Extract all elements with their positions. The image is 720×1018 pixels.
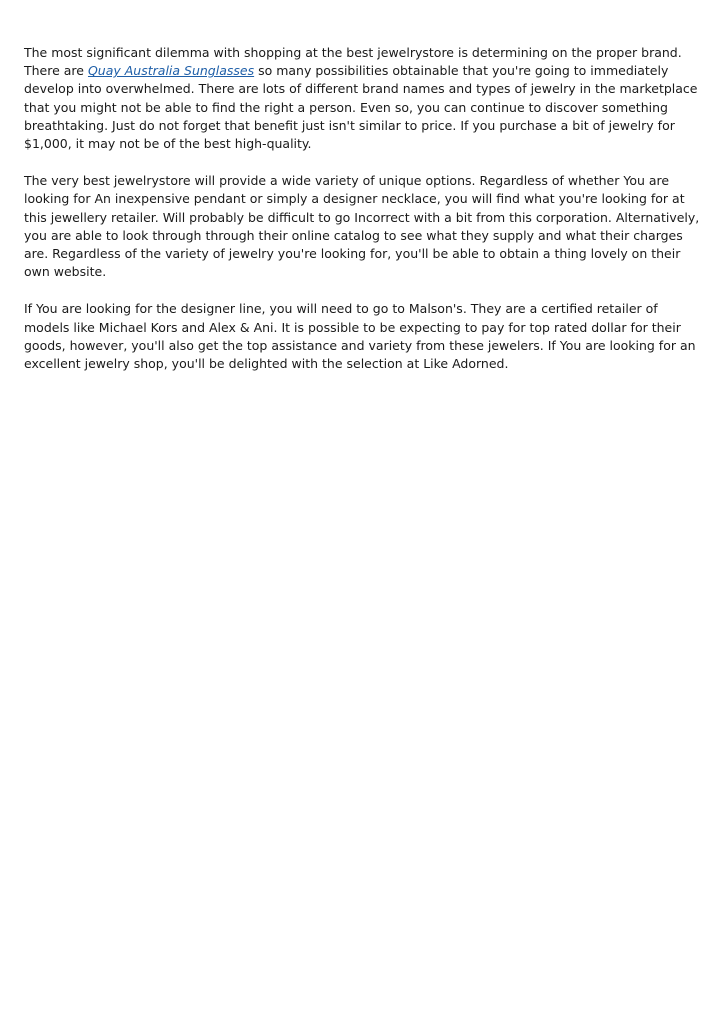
paragraph-1: [24, 44, 700, 153]
paragraph-1-text-end: so many possibilities obtainable that you're going to immediately develop into overwhelmed. There are lots of different brand names and types of jewelry in the marketplace that you might not be able to find the right a person. Even so, you can continue to discover something breathtaking. Just do not forget that benefit just isn't similar to price. If you purchase a bit of jewelry for $1,000, it may not be of the best high-quality.: [24, 63, 698, 152]
paragraph-1-text-start: The most significant dilemma with shopping at the best jewelrystore is determining on the proper brand. There are: [24, 45, 682, 79]
paragraph-2: The very best jewelrystore will provide a wide variety of unique options. Regardless of whether You are looking for An inexpensive pendant or simply a designer necklace, you will find what you're looking for at this jewellery retailer. Will probably be difficult to go Incorrect with a bit from this corporation. Alternatively, you are able to look through through their online catalog to see what they supply and what their charges are. Regardless of the variety of jewelry you're looking for, you'll be able to obtain a thing lovely on their own website.: [24, 173, 700, 280]
quay-australia-sunglasses-link[interactable]: Quay Australia Sunglasses: [87, 63, 255, 79]
paragraph-3: If You are looking for the designer line, you will need to go to Malson's. They are a certified retailer of models like Michael Kors and Alex & Ani. It is possible to be expecting to pay for top rated dollar for their goods, however, you'll also get the top assistance and variety from these jewelers. If You are looking for an excellent jewelry shop, you'll be delighted with the selection at Like Adorned.: [24, 301, 696, 372]
document-body: [24, 44, 700, 392]
